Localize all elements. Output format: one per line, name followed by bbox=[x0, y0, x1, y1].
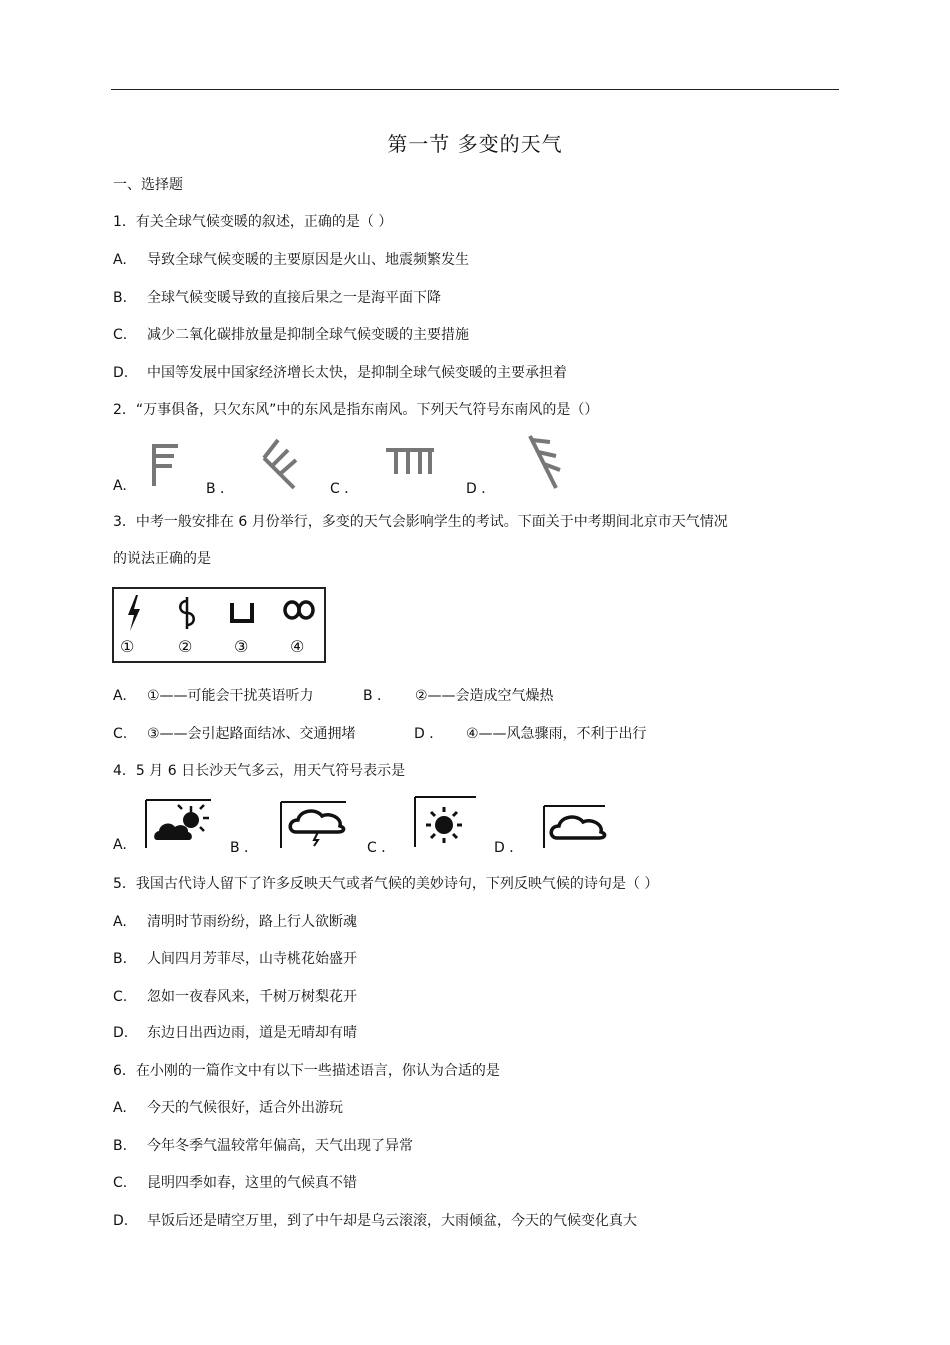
q6-option-d: D. 早饭后还是晴空万里，到了中午却是乌云滚滚，大雨倾盆，今天的气候变化真大 bbox=[113, 1213, 637, 1229]
typhoon-icon bbox=[174, 593, 202, 633]
table-number-1: ① bbox=[120, 637, 135, 656]
question-5-stem: 5．我国古代诗人留下了许多反映天气或者气候的美妙诗句，下列反映气候的诗句是（ ） bbox=[113, 876, 659, 892]
q3-option-d: D ． ④——风急骤雨，不利于出行 bbox=[414, 726, 647, 742]
thunderstorm-icon bbox=[122, 593, 146, 633]
table-number-4: ④ bbox=[290, 637, 305, 656]
thunder-cloud-icon bbox=[280, 800, 350, 850]
question-1-stem: 1．有关全球气候变暖的叙述，正确的是（ ） bbox=[113, 214, 393, 230]
dust-icon bbox=[228, 599, 256, 625]
q1-option-a: A. 导致全球气候变暖的主要原因是火山、地震频繁发生 bbox=[113, 252, 469, 268]
sunny-icon bbox=[414, 795, 478, 849]
question-6-stem: 6．在小刚的一篇作文中有以下一些描述语言，你认为合适的是 bbox=[113, 1063, 500, 1079]
header-rule bbox=[111, 89, 839, 90]
table-number-2: ② bbox=[178, 637, 193, 656]
page-title: 第一节 多变的天气 bbox=[387, 132, 563, 156]
cloudy-icon bbox=[543, 804, 609, 850]
q5-option-c: C. 忽如一夜春风来，千树万树梨花开 bbox=[113, 989, 357, 1005]
q5-option-a: A. 清明时节雨纷纷，路上行人欲断魂 bbox=[113, 914, 357, 930]
q4-label-c: C ． bbox=[367, 840, 396, 856]
q4-label-a: A. bbox=[113, 837, 127, 853]
q3-option-a: A. ①——可能会干扰英语听力 bbox=[113, 688, 314, 704]
q5-option-b: B. 人间四月芳菲尽，山寺桃花始盛开 bbox=[113, 951, 357, 967]
q2-label-b: B ． bbox=[206, 481, 235, 497]
wind-barb-diagonal-right-icon bbox=[520, 432, 564, 492]
haze-icon bbox=[282, 597, 316, 623]
question-4-stem: 4．5 月 6 日长沙天气多云，用天气符号表示是 bbox=[113, 763, 406, 779]
q4-label-b: B ． bbox=[230, 840, 259, 856]
q1-option-d: D. 中国等发展中国家经济增长太快，是抑制全球气候变暖的主要承担着 bbox=[113, 365, 567, 381]
question-2-stem: 2．“万事俱备，只欠东风”中的东风是指东南风。下列天气符号东南风的是（） bbox=[113, 402, 599, 418]
q3-option-c: C. ③——会引起路面结冰、交通拥堵 bbox=[113, 726, 356, 742]
q1-option-b: B. 全球气候变暖导致的直接后果之一是海平面下降 bbox=[113, 290, 441, 306]
wind-barb-horizontal-icon bbox=[384, 444, 436, 480]
question-3-stem-line1: 3．中考一般安排在 6 月份举行，多变的天气会影响学生的考试。下面关于中考期间北京市天气情况 bbox=[113, 514, 728, 530]
wind-barb-vertical-icon bbox=[142, 440, 188, 490]
table-number-3: ③ bbox=[234, 637, 249, 656]
q5-option-d: D. 东边日出西边雨，道是无晴却有晴 bbox=[113, 1025, 357, 1041]
wind-barb-diagonal-left-icon bbox=[258, 436, 306, 492]
q4-label-d: D ． bbox=[494, 840, 524, 856]
q2-label-a: A. bbox=[113, 478, 127, 494]
q2-label-d: D ． bbox=[466, 481, 496, 497]
q3-option-b: B ． ②——会造成空气燥热 bbox=[363, 688, 554, 704]
question-3-stem-line2: 的说法正确的是 bbox=[113, 551, 211, 567]
weather-symbol-table bbox=[112, 587, 326, 663]
q1-option-c: C. 减少二氧化碳排放量是抑制全球气候变暖的主要措施 bbox=[113, 327, 469, 343]
section-heading: 一、选择题 bbox=[113, 177, 183, 193]
q6-option-c: C. 昆明四季如春，这里的气候真不错 bbox=[113, 1175, 357, 1191]
q6-option-a: A. 今天的气候很好，适合外出游玩 bbox=[113, 1100, 343, 1116]
q2-label-c: C ． bbox=[330, 481, 359, 497]
partly-cloudy-icon bbox=[145, 798, 215, 850]
q6-option-b: B. 今年冬季气温较常年偏高，天气出现了异常 bbox=[113, 1138, 413, 1154]
